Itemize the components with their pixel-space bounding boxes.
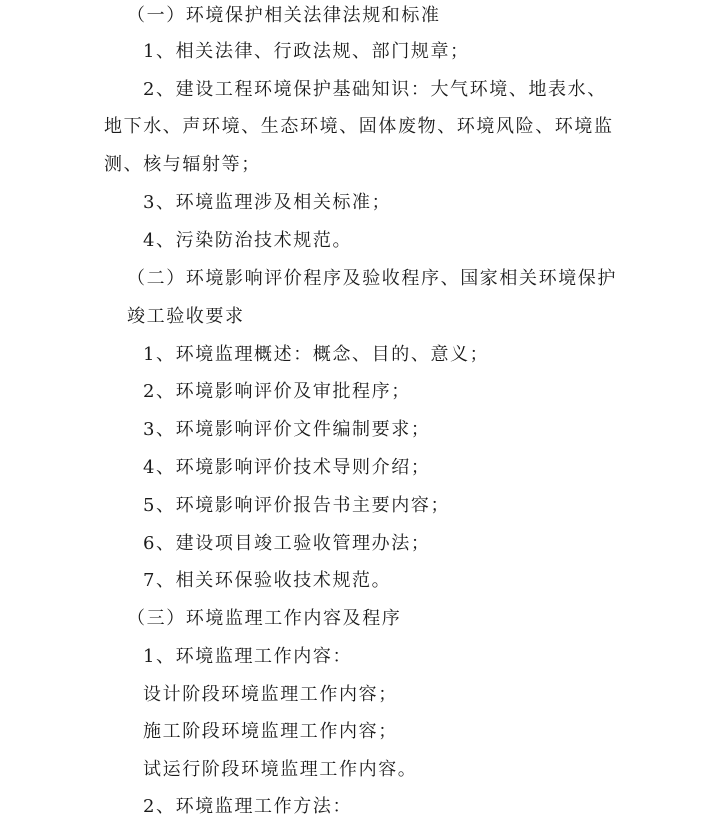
list-item: 6、建设项目竣工验收管理办法； xyxy=(143,533,431,554)
paragraph-line: 测、核与辐射等； xyxy=(104,154,261,175)
section-heading-3: （三）环境监理工作内容及程序 xyxy=(127,608,402,629)
list-item: 1、相关法律、行政法规、部门规章； xyxy=(143,41,470,62)
section-heading-1: （一）环境保护相关法律法规和标准 xyxy=(127,5,441,26)
list-item: 5、环境影响评价报告书主要内容； xyxy=(143,495,451,516)
list-item: 7、相关环保验收技术规范。 xyxy=(143,570,392,591)
paragraph-line: 地下水、声环境、生态环境、固体废物、环境风险、环境监 xyxy=(104,116,614,137)
list-item: 4、环境影响评价技术导则介绍； xyxy=(143,457,431,478)
section-heading-2: （二）环境影响评价程序及验收程序、国家相关环境保护 xyxy=(127,268,617,289)
list-item: 2、建设工程环境保护基础知识：大气环境、地表水、 xyxy=(143,79,607,100)
paragraph-line: 试运行阶段环境监理工作内容。 xyxy=(143,759,418,780)
paragraph-line: 设计阶段环境监理工作内容； xyxy=(143,684,398,705)
list-item: 3、环境影响评价文件编制要求； xyxy=(143,419,431,440)
paragraph-line: 施工阶段环境监理工作内容； xyxy=(143,721,398,742)
list-item: 1、环境监理工作内容： xyxy=(143,646,353,667)
list-item: 4、污染防治技术规范。 xyxy=(143,230,353,251)
list-item: 2、环境影响评价及审批程序； xyxy=(143,381,411,402)
list-item: 3、环境监理涉及相关标准； xyxy=(143,192,392,213)
paragraph-line: 竣工验收要求 xyxy=(127,306,245,327)
list-item: 1、环境监理概述：概念、目的、意义； xyxy=(143,344,490,365)
list-item: 2、环境监理工作方法： xyxy=(143,796,353,817)
